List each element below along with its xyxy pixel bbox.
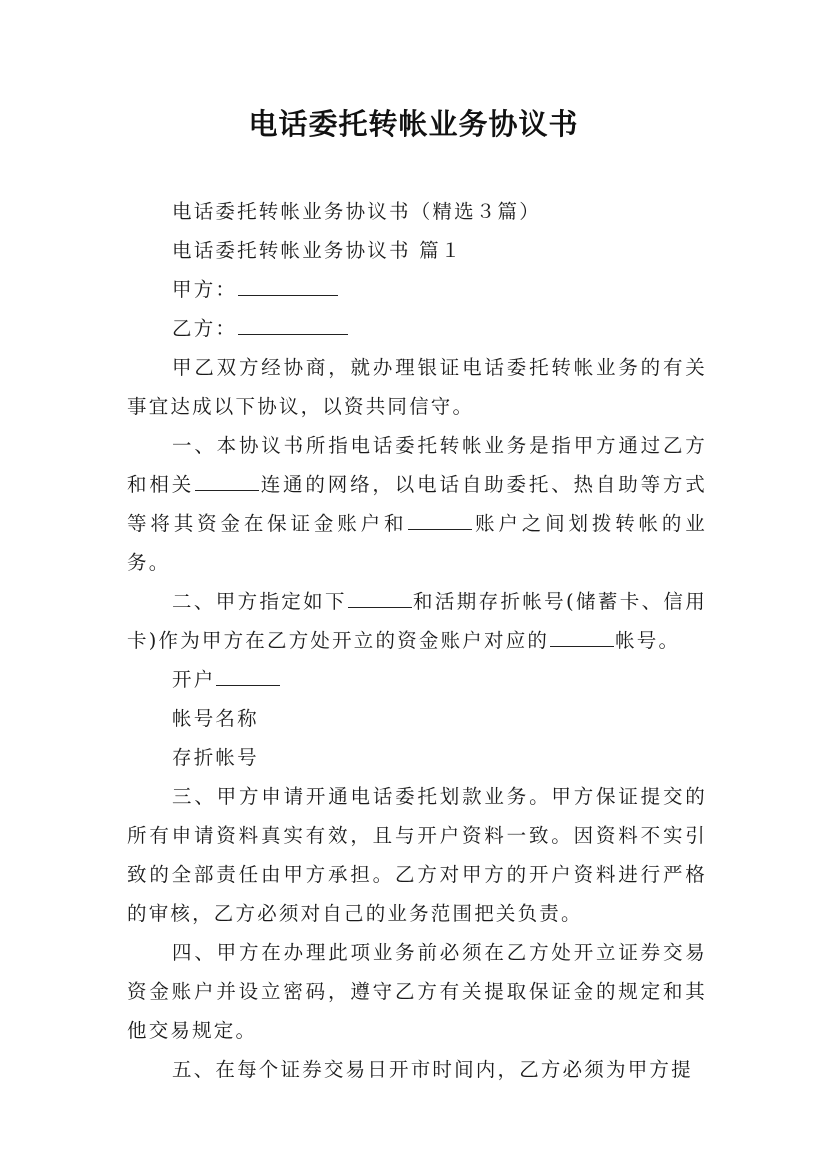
account-open-label: 开户 xyxy=(172,668,216,691)
party-a-line xyxy=(127,270,707,309)
paragraph-section-heading: 电话委托转帐业务协议书 篇１ xyxy=(172,239,463,262)
document-title: 电话委托转帐业务协议书 xyxy=(248,107,579,141)
party-a-blank xyxy=(238,273,338,296)
paragraph-clause-3: 三、甲方申请开通电话委托划款业务。甲方保证提交的所有申请资料真实有效，且与开户资料一致。因资料不实引致的全部责任由甲方承担。乙方对甲方的开户资料进行严格的审核，乙方必须对自己的业务范围把关负责。 xyxy=(127,785,707,925)
party-b-label: 乙方： xyxy=(172,317,238,340)
paragraph-subtitle: 电话委托转帐业务协议书（精选３篇） xyxy=(172,200,541,223)
account-open-line xyxy=(127,660,707,699)
paragraph-clause-2 xyxy=(127,582,707,660)
document-body xyxy=(127,192,707,1089)
clause-1-text-c: 账户之间划拨转帐的业务。 xyxy=(127,512,707,574)
clause-1-text-b: 连通的网络，以电话自助委托、热自助等方式等将其资金在保证金账户和 xyxy=(127,473,707,535)
party-b-blank xyxy=(238,312,348,335)
paragraph-intro: 甲乙双方经协商，就办理银证电话委托转帐业务的有关事宜达成以下协议，以资共同信守。 xyxy=(127,356,707,418)
clause-2-blank-2 xyxy=(550,624,614,647)
account-name-line: 帐号名称 xyxy=(172,707,259,730)
clause-2-text-b: 和活期存折帐号(储蓄卡、信用卡)作为甲方在乙方处开立的资金账户对应的 xyxy=(127,590,707,652)
paragraph-clause-5: 五、在每个证券交易日开市时间内，乙方必须为甲方提 xyxy=(172,1058,693,1081)
paragraph-clause-4: 四、甲方在办理此项业务前必须在乙方处开立证券交易资金账户并设立密码，遵守乙方有关提取保证金的规定和其他交易规定。 xyxy=(127,941,707,1042)
clause-1-blank-1 xyxy=(195,468,259,491)
clause-1-text-a: 一、本协议书所指电话委托转帐业务是指甲方通过乙方和相关 xyxy=(127,434,707,496)
account-open-blank xyxy=(216,663,280,686)
clause-2-text-a: 二、甲方指定如下 xyxy=(172,590,347,613)
party-b-line xyxy=(127,309,707,348)
passbook-number-line: 存折帐号 xyxy=(172,746,259,769)
clause-2-blank-1 xyxy=(348,585,412,608)
clause-1-blank-2 xyxy=(408,507,472,530)
clause-2-text-c: 帐号。 xyxy=(615,629,681,652)
party-a-label: 甲方： xyxy=(172,278,238,301)
paragraph-clause-1 xyxy=(127,426,707,582)
